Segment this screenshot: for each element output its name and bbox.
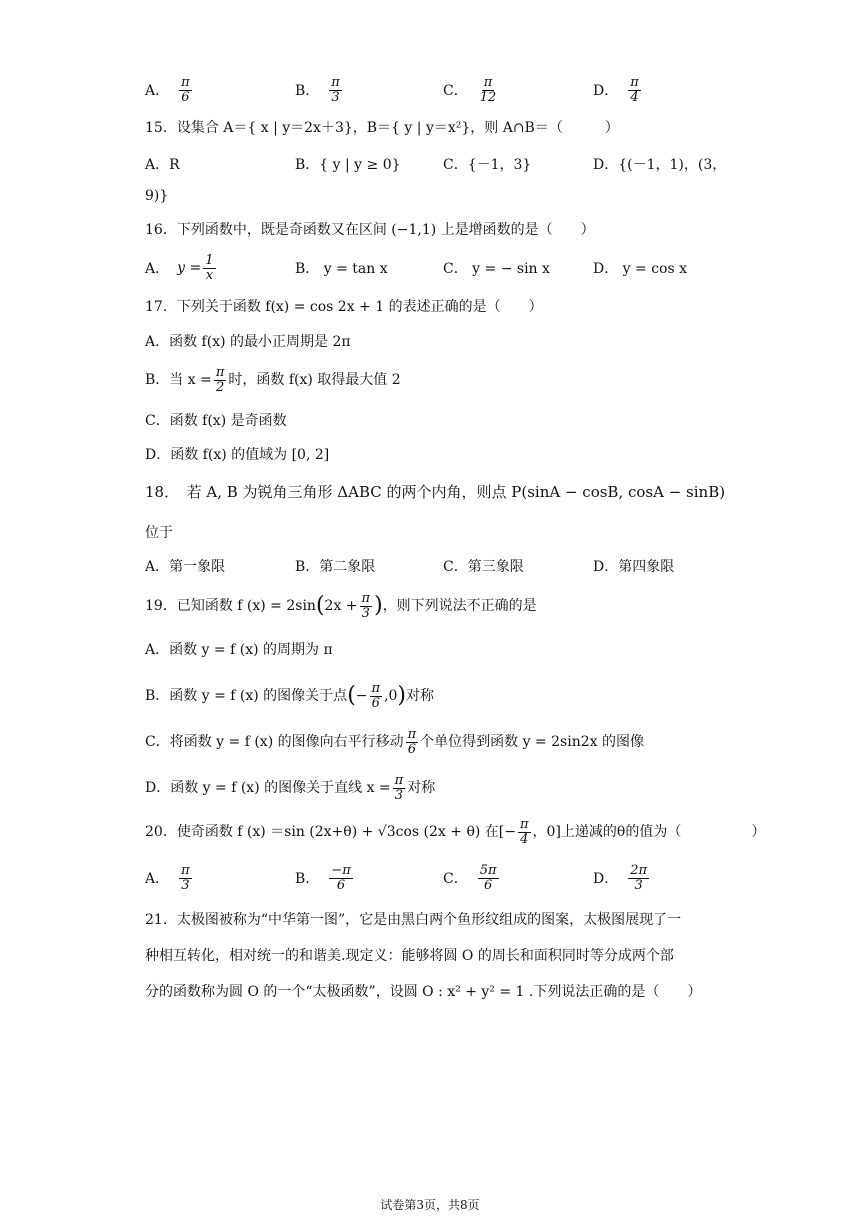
q15-options <box>145 146 745 182</box>
q14-option-c: C． $\frac{\pi}{12}$ <box>443 74 497 105</box>
q19-option-d: D．函数 y = f (x) 的图像关于直线 x = $\frac{\pi}{3}$ 对称 <box>145 772 436 803</box>
q21-line-2: 种相互转化，相对统一的和谐美.现定义：能够将圆 O 的周长和面积同时等分成两个部 <box>145 948 674 964</box>
q15-option-a: A．R <box>145 157 180 173</box>
q15-option-d-continued: 9)} <box>145 188 169 204</box>
q18-option-d: D．第四象限 <box>593 559 675 575</box>
q20-option-c: C． $\frac{5\pi}{6}$ <box>443 862 497 893</box>
q14-option-b: B． $\frac{\pi}{3}$ <box>295 74 340 105</box>
q20-options <box>145 860 745 896</box>
q16-options <box>145 250 745 286</box>
q20-option-b: B． $\frac{-\pi}{6}$ <box>295 862 351 893</box>
q17-option-a: A．函数 f(x) 的最小正周期是 2π <box>145 334 351 350</box>
q21-line-3: 分的函数称为圆 O 的一个“太极函数”，设圆 O : x² + y² = 1 .下列说法正确的是（ ） <box>145 984 702 1000</box>
q18-option-a: A．第一象限 <box>145 559 226 575</box>
q20-option-a: A． $\frac{\pi}{3}$ <box>145 862 190 893</box>
q19-option-a: A．函数 y = f (x) 的周期为 π <box>145 642 333 658</box>
q17-option-c: C．函数 f(x) 是奇函数 <box>145 413 287 429</box>
q21-line-1: 21．太极图被称为“中华第一图”，它是由黑白两个鱼形纹组成的图案，太极图展现了一 <box>145 912 682 928</box>
q17-option-d: D．函数 f(x) 的值域为 [0, 2] <box>145 447 330 463</box>
q16-stem: 16．下列函数中，既是奇函数又在区间 (−1,1) 上是增函数的是（ ） <box>145 222 595 238</box>
q15-option-d: D．{(－1，1)，(3， <box>593 157 727 173</box>
page-footer: 试卷第3页，共8页 <box>380 1198 480 1212</box>
q17-stem: 17．下列关于函数 f(x) = cos 2x + 1 的表述正确的是（ ） <box>145 299 543 315</box>
q14-option-a: A． $\frac{\pi}{6}$ <box>145 74 190 105</box>
q17-option-b: B．当 x = $\frac{\pi}{2}$ 时，函数 f(x) 取得最大值 2 <box>145 364 401 395</box>
q19-option-c: C．将函数 y = f (x) 的图像向右平行移动 $\frac{\pi}{6}$ 个单位得到函数 y = 2sin2x 的图像 <box>145 726 644 757</box>
q18-options <box>145 548 745 584</box>
q16-option-b: B． y = tan x <box>295 261 388 277</box>
q20-stem: 20．使奇函数 f (x) ＝sin (2x+θ) + √3cos (2x + θ) 在[− $\frac{\pi}{4}$ ，0]上递减的θ的值为（ ） <box>145 816 766 847</box>
q16-option-c: C． y = − sin x <box>443 261 550 277</box>
q16-option-d: D． y = cos x <box>593 261 688 277</box>
q19-stem: 19．已知函数 f (x) = 2sin ( 2x + $\frac{\pi}{3}$ ) ，则下列说法不正确的是 <box>145 590 537 621</box>
q18-option-b: B．第二象限 <box>295 559 376 575</box>
q18-stem: 18． 若 A, B 为锐角三角形 ΔABC 的两个内角，则点 P(sinA − cosB, cosA − sinB) <box>145 483 726 501</box>
q18-stem-continued: 位于 <box>145 525 173 541</box>
q14-options <box>145 72 745 108</box>
q16-option-a: A． y = $\frac{1}{x}$ <box>145 252 214 283</box>
q18-option-c: C．第三象限 <box>443 559 524 575</box>
q20-option-d: D． $\frac{2\pi}{3}$ <box>593 862 648 893</box>
q15-option-b: B．{ y | y ≥ 0} <box>295 157 401 173</box>
q15-stem: 15．设集合 A＝{ x | y＝2x＋3}，B＝{ y | y＝x²}，则 A∩B＝（ ） <box>145 120 619 136</box>
q14-option-d: D． $\frac{\pi}{4}$ <box>593 74 639 105</box>
q19-option-b: B．函数 y = f (x) 的图像关于点 ( − $\frac{\pi}{6}$ ,0 ) 对称 <box>145 680 435 711</box>
q15-option-c: C．{－1，3} <box>443 157 532 173</box>
